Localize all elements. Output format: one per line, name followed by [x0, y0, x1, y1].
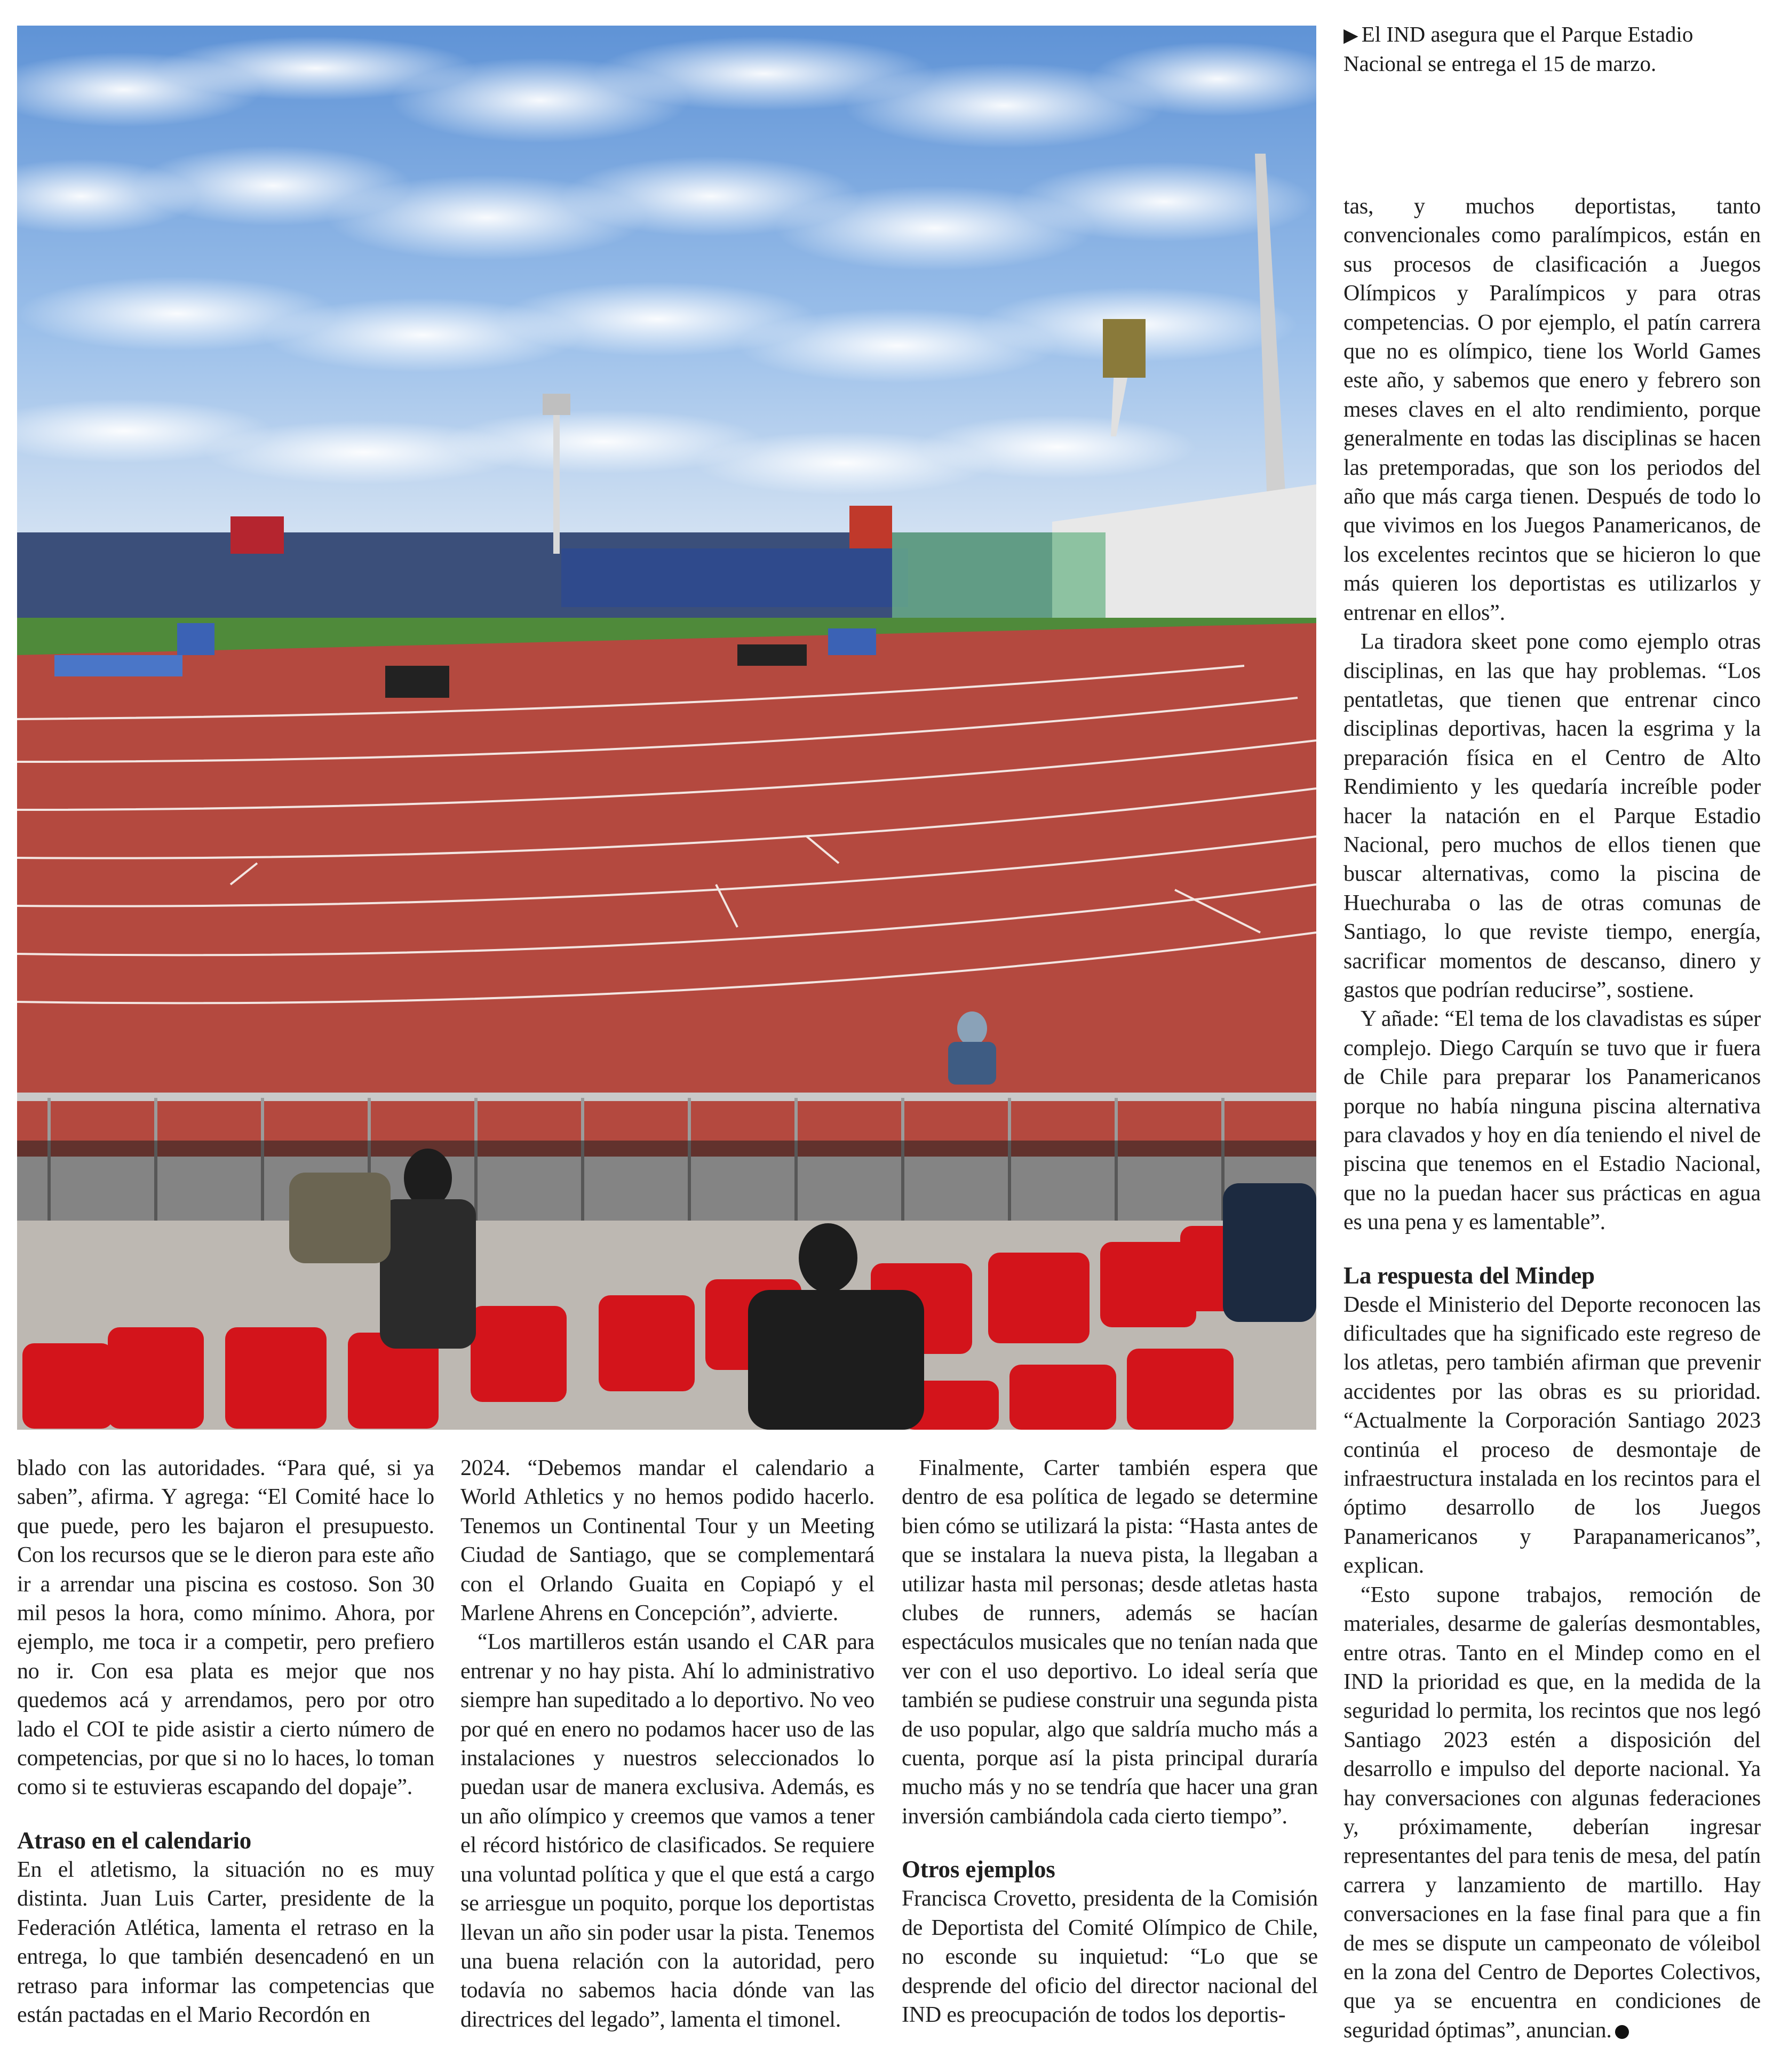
stadium-photo: [17, 26, 1316, 1430]
caption-text: El IND asegura que el Parque Estadio Nacional se entrega el 15 de marzo.: [1343, 22, 1693, 76]
paragraph: “Los martilleros están usando el CAR para entrenar y no hay pista. Ahí lo administrativo siempre han supeditado a lo deportivo. No veo por qué en enero no podamos hacer uso de las instalaciones y nuestros seleccionados lo puedan usar de manera exclusiva. Además, es un año olímpico y creemos que vamos a tener el récord histórico de clasificados. Se requiere una voluntad política y que el que está a cargo se arriesgue un poquito, porque los deportistas llevan un año sin poder usar la pista. Tenemos una buena relación con la autoridad, pero todavía no sabemos hacia dónde van las directrices del legado”, lamenta el timonel.: [460, 1630, 874, 2032]
paragraph: tas, y muchos deportistas, tanto convencionales como paralímpicos, están en sus procesos de clasificación a Juegos Olímpicos y Paralímpicos y para otras competencias. O por ejemplo, el patín carrera que no es olímpico, tiene los World Games este año, y sabemos que enero y febrero son meses claves en el alto rendimiento, porque generalmente en todas las disciplinas se hacen las pretemporadas, que son los periodos del año que más carga tienen. Después de todo lo que vivimos en los Juegos Panamericanos, de los excelentes recintos que se hicieron lo que más quieren los deportistas es utilizarlos y entrenar en ellos”.: [1343, 194, 1761, 625]
section-heading: La respuesta del Mindep: [1343, 1262, 1595, 1289]
article-column-3: [902, 1454, 1318, 2029]
photo-caption: [1343, 20, 1770, 78]
section-heading: Otros ejemplos: [902, 1856, 1055, 1883]
triangle-marker-icon: ▶: [1343, 25, 1358, 46]
paragraph: blado con las autoridades. “Para qué, si ya saben”, afirma. Y agrega: “El Comité hace lo que puede, pero les bajaron el presupuesto. Con los recursos que se le dieron para este año ir a arrendar una piscina es costoso. Son 30 mil pesos la hora, como mínimo. Ahora, por ejemplo, me toca ir a competir, pero prefiero no ir. Con esa plata es mejor que nos quedemos acá y arrendamos, pero por otro lado el COI te pide asistir a cierto número de competencias, por que si no lo haces, lo toman como si te estuvieras escapando del dopaje”.: [17, 1456, 434, 1800]
article-column-4: [1343, 192, 1761, 2045]
paragraph: Desde el Ministerio del Deporte reconocen las dificultades que ha significado este regreso de los atletas, pero también afirman que prevenir accidentes por las obras es su prioridad. “Actualmente la Corporación Santiago 2023 continúa el proceso de desmontaje de infraestructura instalada en los recintos para el óptimo desarrollo de los Juegos Panamericanos y Parapanamericanos”, explican.: [1343, 1292, 1761, 1579]
paragraph: 2024. “Debemos mandar el calendario a World Athletics y no hemos podido hacerlo. Tenemos un Continental Tour y un Meeting Ciudad de Santiago, que se complementará con el Orlando Guaita en Copiapó y el Marlene Ahrens en Concepción”, advierte.: [460, 1456, 874, 1626]
end-dot-icon: [1615, 2025, 1629, 2039]
paragraph-text: “Esto supone trabajos, remoción de materiales, desarme de galerías desmontables, entre otras. Tanto en el Mindep como en el IND la prioridad es que, en la medida de la seguridad lo permita, los recintos que nos legó Santiago 2023 estén a disposición del desarrollo e impulso del deporte nacional. Ya hay conversaciones con algunas federaciones y, próximamente, deberían ingresar representantes del para tenis de mesa, del patín carrera y lanzamiento de martillo. Hay conversaciones en la fase final para que a fin de mes se dispute un campeonato de vóleibol en la zona del Centro de Deportes Colectivos, que ya se encuentra en condiciones de seguridad óptimas”, anuncian.: [1343, 1582, 1761, 2043]
paragraph-final: [1343, 1581, 1761, 2045]
paragraph: Francisca Crovetto, presidenta de la Comisión de Deportista del Comité Olímpico de Chile, no esconde su inquietud: “Lo que se desprende del oficio del director nacional del IND es preocupación de todos los deportis-: [902, 1886, 1318, 2027]
article-column-2: [460, 1454, 874, 2034]
paragraph: Finalmente, Carter también espera que dentro de esa política de legado se determine bien cómo se utilizará la pista: “Hasta antes de que se instalara la nueva pista, la llegaban a utilizar hasta mil personas; desde atletas hasta clubes de runners, además se hacían espectáculos musicales que no tenían nada que ver con el uso deportivo. Lo ideal sería que también se pudiese construir una segunda pista de uso popular, algo que saldría mucho más a cuenta, porque así la pista principal duraría mucho más y no se tendría que hacer una gran inversión cambiándola cada cierto tiempo”.: [902, 1456, 1318, 1829]
article-column-1: [17, 1454, 434, 2029]
paragraph: La tiradora skeet pone como ejemplo otras disciplinas, en las que hay problemas. “Los pentatletas, que tienen que entrenar cinco disciplinas deportivas, hacen la esgrima y la preparación física en el Centro de Alto Rendimiento y les quedaría increíble poder hacer la natación en el Parque Estadio Nacional, pero muchos de ellos tienen que buscar alternativas, como la piscina de Huechuraba o las de otras comunas de Santiago, lo que reviste tiempo, energía, sacrificar momentos de descanso, dinero y gastos que podrían reducirse”, sostiene.: [1343, 629, 1761, 1002]
paragraph: Y añade: “El tema de los clavadistas es súper complejo. Diego Carquín se tuvo que ir fuera de Chile para preparar los Panamericanos porque no había ninguna piscina alternativa para clavados y hoy en día teniendo el nivel de piscina que tenemos en el Estadio Nacional, que no la puedan hacer sus prácticas en agua es una pena y es lamentable”.: [1343, 1007, 1761, 1235]
stadium-photo-icon: [17, 26, 1316, 1430]
paragraph: En el atletismo, la situación no es muy distinta. Juan Luis Carter, presidente de la Federación Atlética, lamenta el retraso en la entrega, lo que también desencadenó en un retraso para informar las competencias que están pactadas en el Mario Recordón en: [17, 1857, 434, 2027]
section-heading: Atraso en el calendario: [17, 1827, 252, 1854]
